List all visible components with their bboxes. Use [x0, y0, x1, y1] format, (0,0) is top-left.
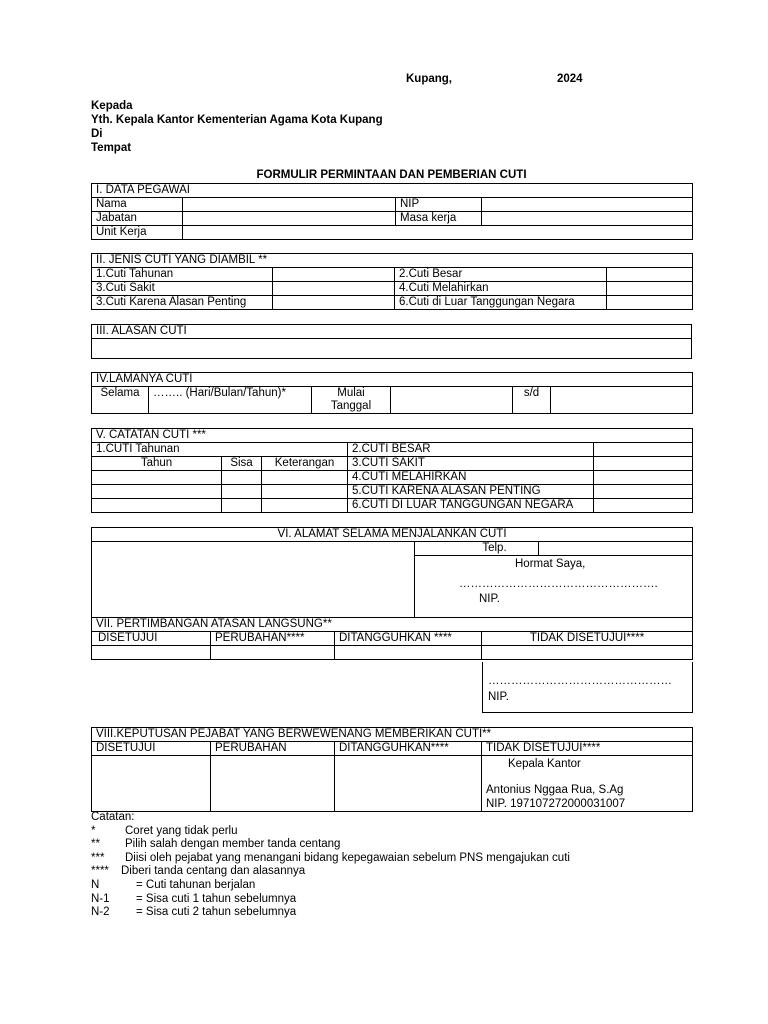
tahun-header: Tahun	[92, 457, 222, 471]
section-title: IV.LAMANYA CUTI	[92, 373, 693, 387]
perubahan-header: PERUBAHAN****	[211, 632, 335, 646]
cuti-melahirkan-field[interactable]	[594, 471, 693, 485]
telp-label: Telp.	[415, 542, 539, 556]
ditangguhkan-cell[interactable]	[335, 646, 482, 660]
cuti-sakit-label: 3.Cuti Sakit	[92, 282, 273, 296]
telp-field[interactable]	[539, 542, 693, 556]
perubahan-cell[interactable]	[211, 756, 335, 812]
jabatan-field[interactable]	[183, 212, 396, 226]
unit-kerja-label: Unit Kerja	[92, 226, 183, 240]
note-item: * Coret yang tidak perlu	[91, 825, 238, 837]
cuti-alasan-penting-label: 5.CUTI KARENA ALASAN PENTING	[348, 485, 594, 499]
pejabat-signature	[482, 756, 693, 812]
notes-title: Catatan:	[91, 811, 135, 823]
section-catatan-cuti	[91, 428, 693, 513]
atasan-signature-box	[482, 662, 693, 713]
cuti-luar-tanggungan-field[interactable]	[594, 499, 693, 513]
cuti-besar-check[interactable]	[607, 268, 693, 282]
cuti-melahirkan-check[interactable]	[607, 282, 693, 296]
cuti-luar-tanggungan-label: 6.CUTI DI LUAR TANGGUNGAN NEGARA	[348, 499, 594, 513]
nip-label: NIP.	[479, 593, 500, 605]
keterangan-cell[interactable]	[262, 485, 348, 499]
cuti-melahirkan-label: 4.Cuti Melahirkan	[395, 282, 607, 296]
ditangguhkan-cell[interactable]	[335, 756, 482, 812]
section-lamanya-cuti	[91, 372, 693, 414]
cuti-luar-tanggungan-label: 6.Cuti di Luar Tanggungan Negara	[395, 296, 607, 310]
cuti-besar-field[interactable]	[594, 443, 693, 457]
disetujui-header: DISETUJUI	[92, 742, 211, 756]
keterangan-cell[interactable]	[262, 471, 348, 485]
perubahan-cell[interactable]	[211, 646, 335, 660]
cuti-alasan-penting-label: 3.Cuti Karena Alasan Penting	[92, 296, 273, 310]
section-title: III. ALASAN CUTI	[92, 325, 692, 339]
section-title-pertimbangan: VII. PERTIMBANGAN ATASAN LANGSUNG**	[92, 618, 693, 632]
nama-label: Nama	[92, 198, 183, 212]
section-data-pegawai	[91, 183, 693, 240]
cuti-sakit-check[interactable]	[273, 282, 395, 296]
pejabat-name: Antonius Nggaa Rua, S.Ag	[486, 784, 624, 796]
cuti-tahunan-label: 1.Cuti Tahunan	[92, 268, 273, 282]
ditangguhkan-header: DITANGGUHKAN ****	[335, 632, 482, 646]
keterangan-cell[interactable]	[262, 499, 348, 513]
n-item: N = Cuti tahunan berjalan	[91, 879, 256, 891]
section-alamat-cuti	[91, 527, 693, 660]
n-item: N-2 = Sisa cuti 2 tahun sebelumnya	[91, 906, 297, 918]
disetujui-header: DISETUJUI	[92, 632, 211, 646]
sisa-cell[interactable]	[222, 471, 262, 485]
cuti-alasan-penting-field[interactable]	[594, 485, 693, 499]
mulai-label: Mulai	[337, 387, 365, 399]
mulai-tanggal-label	[312, 387, 391, 414]
atasan-dots: …………………………………………	[488, 675, 672, 687]
note-item: ** Pilih salah dengan member tanda centang	[91, 838, 341, 850]
sisa-cell[interactable]	[222, 485, 262, 499]
disetujui-cell[interactable]	[92, 756, 211, 812]
sisa-cell[interactable]	[222, 499, 262, 513]
nip-label: NIP	[396, 198, 482, 212]
jabatan-label: Jabatan	[92, 212, 183, 226]
tidak-disetujui-cell[interactable]	[482, 646, 693, 660]
signature-dots: …………………………………………….	[459, 578, 658, 590]
disetujui-cell[interactable]	[92, 646, 211, 660]
alamat-field[interactable]	[92, 542, 415, 618]
cuti-besar-label: 2.CUTI BESAR	[348, 443, 594, 457]
sd-label: s/d	[513, 387, 551, 414]
city-label: Kupang,	[406, 73, 452, 85]
alasan-field[interactable]	[92, 339, 692, 359]
n-item: N-1 = Sisa cuti 1 tahun sebelumnya	[91, 893, 297, 905]
section-title: II. JENIS CUTI YANG DIAMBIL **	[92, 254, 693, 268]
ditangguhkan-header: DITANGGUHKAN****	[335, 742, 482, 756]
form-title: FORMULIR PERMINTAAN DAN PEMBERIAN CUTI	[256, 169, 527, 181]
cuti-tahunan-check[interactable]	[273, 268, 395, 282]
masa-kerja-label: Masa kerja	[396, 212, 482, 226]
hormat-saya: Hormat Saya,	[515, 558, 586, 570]
note-item: *** Diisi oleh pejabat yang menangani bidang kepegawaian sebelum PNS mengajukan cuti	[91, 852, 570, 864]
cuti-tahunan-label: 1.CUTI Tahunan	[92, 443, 348, 457]
mulai-tanggal-field[interactable]	[391, 387, 513, 414]
tahun-cell[interactable]	[92, 499, 222, 513]
perubahan-header: PERUBAHAN	[211, 742, 335, 756]
cuti-luar-tanggungan-check[interactable]	[607, 296, 693, 310]
keterangan-header: Keterangan	[262, 457, 348, 471]
tidak-disetujui-header: TIDAK DISETUJUI****	[482, 742, 693, 756]
signature-block	[415, 556, 693, 618]
tahun-cell[interactable]	[92, 471, 222, 485]
section-jenis-cuti	[91, 253, 693, 310]
section-title: I. DATA PEGAWAI	[92, 184, 693, 198]
nip-field[interactable]	[482, 198, 693, 212]
nama-field[interactable]	[183, 198, 396, 212]
kepada-label: Kepada	[91, 100, 133, 112]
tanggal-label: Tanggal	[330, 400, 372, 412]
section-title: VIII.KEPUTUSAN PEJABAT YANG BERWEWENANG MEMBERIKAN CUTI**	[92, 728, 693, 742]
section-keputusan	[91, 727, 693, 812]
durasi-field[interactable]: …….. (Hari/Bulan/Tahun)*	[149, 387, 312, 414]
unit-kerja-field[interactable]	[183, 226, 693, 240]
cuti-alasan-penting-check[interactable]	[273, 296, 395, 310]
sisa-header: Sisa	[222, 457, 262, 471]
addressee: Yth. Kepala Kantor Kementerian Agama Kota Kupang	[91, 114, 383, 126]
masa-kerja-field[interactable]	[482, 212, 693, 226]
di-label: Di	[91, 128, 103, 140]
pejabat-nip: NIP. 197107272000031007	[486, 798, 626, 810]
cuti-sakit-label: 3.CUTI SAKIT	[348, 457, 594, 471]
cuti-melahirkan-label: 4.CUTI MELAHIRKAN	[348, 471, 594, 485]
sampai-tanggal-field[interactable]	[551, 387, 693, 414]
cuti-besar-label: 2.Cuti Besar	[395, 268, 607, 282]
cuti-sakit-field[interactable]	[594, 457, 693, 471]
section-title: V. CATATAN CUTI ***	[92, 429, 693, 443]
atasan-nip: NIP.	[488, 691, 509, 703]
section-alasan-cuti	[91, 324, 692, 359]
tempat-label: Tempat	[91, 142, 132, 154]
section-title: VI. ALAMAT SELAMA MENJALANKAN CUTI	[92, 528, 693, 542]
note-item: **** Diberi tanda centang dan alasannya	[91, 865, 306, 877]
tahun-cell[interactable]	[92, 485, 222, 499]
kepala-kantor: Kepala Kantor	[508, 758, 581, 770]
year-label: 2024	[557, 73, 583, 85]
selama-label: Selama	[92, 387, 149, 414]
tidak-disetujui-header: TIDAK DISETUJUI****	[482, 632, 693, 646]
